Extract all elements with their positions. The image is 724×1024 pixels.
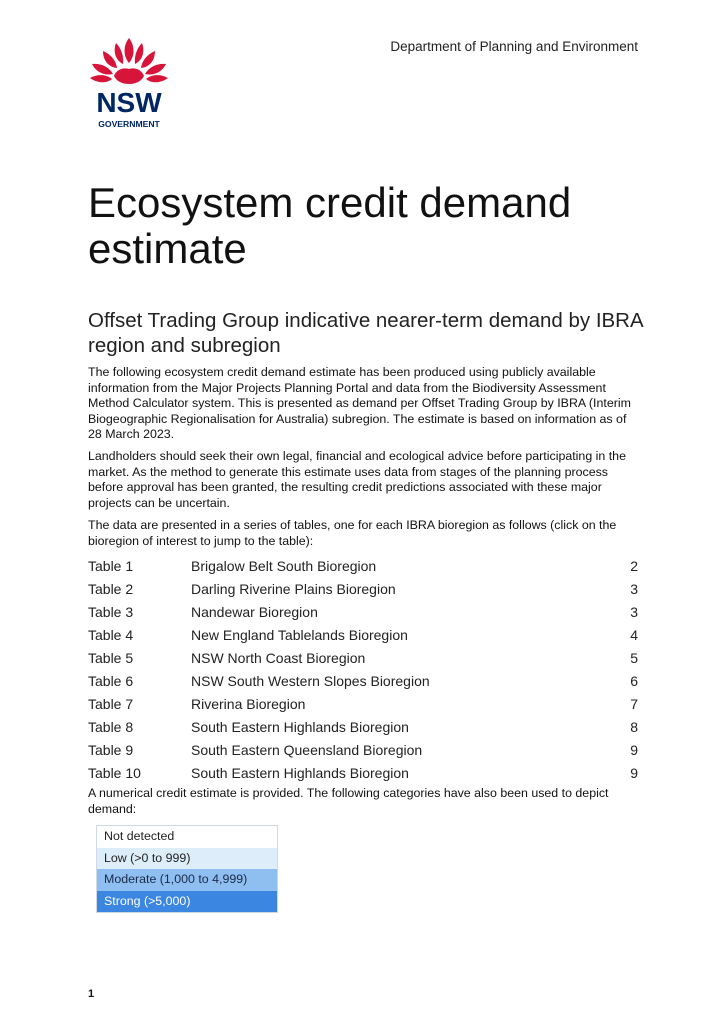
toc-entry-table-6[interactable] [88, 669, 638, 692]
page-title: Ecosystem credit demand estimate [88, 179, 572, 272]
toc-bioregion: NSW North Coast Bioregion [191, 649, 366, 666]
logo-text: NSW [96, 87, 162, 118]
toc-bioregion: South Eastern Highlands Bioregion [191, 764, 409, 781]
toc-entry-table-3[interactable] [88, 600, 638, 623]
legend-low: Low (>0 to 999) [97, 848, 277, 870]
toc-page: 5 [630, 649, 638, 666]
toc-number: Table 10 [88, 764, 141, 781]
waratah-icon [86, 36, 172, 130]
legend-not-detected: Not detected [97, 826, 277, 848]
logo-subtext: GOVERNMENT [98, 119, 160, 129]
toc-page: 9 [630, 764, 638, 781]
toc-number: Table 9 [88, 741, 134, 758]
toc-number: Table 6 [88, 672, 134, 689]
advice-paragraph: Landholders should seek their own legal, financial and ecological advice before participating in the market. As the method to generate this estimate uses data from stages of the planning process before approval has been granted, the resulting credit predictions associated with these major projects can be uncertain. [88, 449, 626, 510]
toc-number: Table 2 [88, 580, 134, 597]
toc-bioregion: Riverina Bioregion [191, 695, 306, 712]
toc-page: 3 [630, 603, 638, 620]
toc-page: 2 [630, 557, 638, 574]
toc-entry-table-2[interactable] [88, 577, 638, 600]
toc-entry-table-7[interactable] [88, 692, 638, 715]
toc-bioregion: Brigalow Belt South Bioregion [191, 557, 377, 574]
toc-bioregion: New England Tablelands Bioregion [191, 626, 408, 643]
toc-page: 6 [630, 672, 638, 689]
demand-category-legend [96, 825, 278, 913]
toc-page: 9 [630, 741, 638, 758]
toc-bioregion: Nandewar Bioregion [191, 603, 318, 620]
toc-entry-table-8[interactable] [88, 715, 638, 738]
toc-entry-table-10[interactable] [88, 761, 638, 784]
toc-number: Table 5 [88, 649, 134, 666]
page-number: 1 [88, 988, 95, 1000]
toc-bioregion: NSW South Western Slopes Bioregion [191, 672, 430, 689]
toc-number: Table 3 [88, 603, 134, 620]
toc-number: Table 8 [88, 718, 134, 735]
toc-number: Table 7 [88, 695, 134, 712]
toc-entry-table-5[interactable] [88, 646, 638, 669]
toc-entry-table-4[interactable] [88, 623, 638, 646]
toc-page: 3 [630, 580, 638, 597]
toc-entry-table-1[interactable] [88, 554, 638, 577]
toc-number: Table 1 [88, 557, 134, 574]
toc-page: 8 [630, 718, 638, 735]
legend-moderate: Moderate (1,000 to 4,999) [97, 869, 277, 891]
nsw-government-logo [86, 36, 172, 130]
toc-page: 4 [630, 626, 638, 643]
toc-page: 7 [630, 695, 638, 712]
toc-bioregion: South Eastern Highlands Bioregion [191, 718, 409, 735]
table-of-contents [88, 554, 638, 784]
toc-bioregion: South Eastern Queensland Bioregion [191, 741, 423, 758]
intro-paragraph: The following ecosystem credit demand estimate has been produced using publicly available information from the Major Projects Planning Portal and data from the Biodiversity Assessment Method Calculator system. This is presented as demand per Offset Trading Group by IBRA (Interim Biogeographic Regionalisation for Australia) subregion. The estimate is based on information as of 28 March 2023. [88, 365, 631, 441]
department-name: Department of Planning and Environment [390, 39, 638, 54]
toc-entry-table-9[interactable] [88, 738, 638, 761]
tables-intro-paragraph: The data are presented in a series of tables, one for each IBRA bioregion as follows (click on the bioregion of interest to jump to the table): [88, 518, 617, 548]
legend-strong: Strong (>5,000) [97, 891, 277, 913]
categories-paragraph: A numerical credit estimate is provided. The following categories have also been used to depict demand: [88, 786, 609, 816]
page-subtitle: Offset Trading Group indicative nearer-term demand by IBRA region and subregion [88, 309, 643, 357]
toc-number: Table 4 [88, 626, 134, 643]
toc-bioregion: Darling Riverine Plains Bioregion [191, 580, 396, 597]
